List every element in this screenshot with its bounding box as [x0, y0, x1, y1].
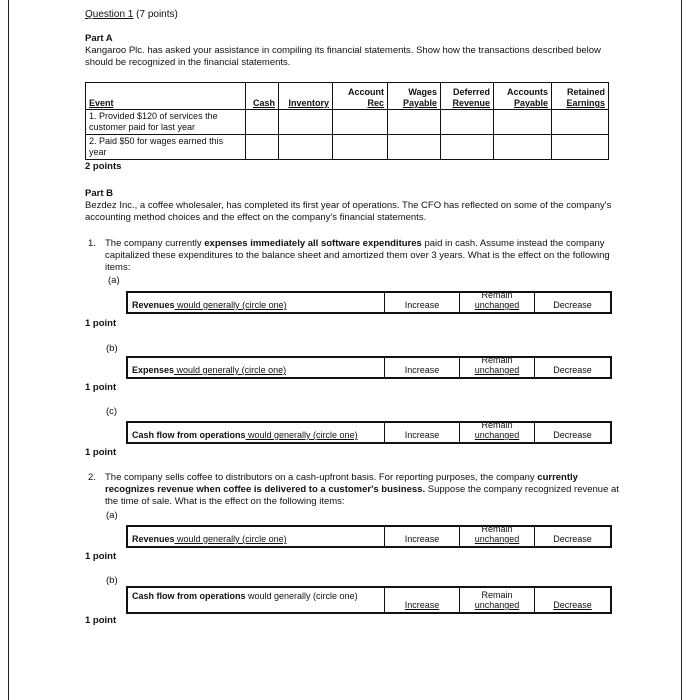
option-decrease[interactable]: Decrease — [534, 527, 610, 546]
question-points: (7 points) — [133, 9, 178, 20]
part-a-intro-line1: Kangaroo Plc. has asked your assistance in compiling its financial statements. Show how the transactions described below — [85, 45, 601, 56]
q1a-points: 1 point — [85, 318, 117, 329]
question-name: Question 1 — [85, 9, 134, 20]
answer-cell[interactable] — [441, 135, 494, 160]
answer-cell[interactable] — [552, 135, 609, 160]
option-increase[interactable]: Increase — [384, 423, 459, 442]
q2a-points: 1 point — [85, 551, 117, 562]
option-decrease[interactable]: Decrease — [534, 293, 610, 312]
option-decrease[interactable]: Decrease — [534, 423, 610, 442]
q1b-letter: (b) — [106, 343, 118, 354]
table-row — [86, 135, 609, 160]
part-b-intro-line2: accounting method choices and the effect on the company's financial statements. — [85, 212, 427, 223]
option-decrease[interactable]: Decrease — [534, 358, 610, 377]
q2-number: 2. — [88, 472, 96, 483]
answer-cell[interactable] — [494, 135, 552, 160]
answer-cell[interactable] — [552, 110, 609, 135]
q1c-choice-row — [126, 421, 612, 444]
table-row — [86, 110, 609, 135]
col-header-account-rec: Account Rec — [333, 83, 388, 110]
answer-cell[interactable] — [333, 110, 388, 135]
option-remain-unchanged[interactable]: Remain unchanged — [459, 588, 534, 612]
q1c-letter: (c) — [106, 406, 118, 417]
q2b-points: 1 point — [85, 615, 117, 626]
q1a-label: Revenues would generally (circle one) — [132, 300, 287, 310]
col-header-accounts-payable: Accounts Payable — [494, 83, 552, 110]
q1c-label: Cash flow from operations would generally (circle one) — [132, 430, 358, 440]
table-header-row — [86, 83, 609, 110]
event-cell: 2. Paid $50 for wages earned this year — [86, 135, 246, 160]
q1b-points: 1 point — [85, 382, 117, 393]
part-b-intro-line1: Bezdez Inc., a coffee wholesaler, has completed its first year of operations. The CFO has reflected on some of the company's — [85, 200, 612, 211]
part-b-heading: Part B — [85, 188, 113, 199]
answer-cell[interactable] — [279, 110, 333, 135]
option-increase[interactable]: Increase — [384, 293, 459, 312]
part-a-intro-line2: should be recognized in the financial statements. — [85, 57, 291, 68]
q1a-letter: (a) — [108, 275, 120, 286]
q2a-letter: (a) — [106, 510, 118, 521]
option-remain-unchanged[interactable]: Remain unchanged — [459, 358, 534, 377]
option-increase[interactable]: Increase — [384, 358, 459, 377]
col-header-inventory: Inventory — [279, 83, 333, 110]
q2-line1: The company sells coffee to distributors on a cash-upfront basis. For reporting purposes, the company currently — [105, 472, 578, 483]
q2a-label: Revenues would generally (circle one) — [132, 534, 287, 544]
question-title — [85, 9, 178, 20]
answer-cell[interactable] — [388, 110, 441, 135]
option-decrease[interactable]: Decrease — [534, 588, 610, 612]
q2b-letter: (b) — [106, 575, 118, 586]
answer-cell[interactable] — [246, 110, 279, 135]
q1-line3: items: — [105, 262, 131, 273]
q1b-choice-row — [126, 356, 612, 379]
transactions-table — [85, 82, 609, 160]
q1c-points: 1 point — [85, 447, 117, 458]
part-a-heading: Part A — [85, 33, 113, 44]
q1-line2: capitalized these expenditures to the balance sheet and amortized them over 3 years. What is the effect on the following — [105, 250, 610, 261]
col-header-cash: Cash — [246, 83, 279, 110]
q1-number: 1. — [88, 238, 96, 249]
part-a-points: 2 points — [85, 161, 122, 172]
answer-cell[interactable] — [333, 135, 388, 160]
q1-line1: The company currently expenses immediately all software expenditures paid in cash. Assume instead the company — [105, 238, 605, 249]
col-header-retained-earnings: Retained Earnings — [552, 83, 609, 110]
q2-line3: the time of sale. What is the effect on the following items: — [105, 496, 345, 507]
option-remain-unchanged[interactable]: Remain unchanged — [459, 293, 534, 312]
option-increase[interactable]: Increase — [384, 527, 459, 546]
answer-cell[interactable] — [441, 110, 494, 135]
q1b-label: Expenses would generally (circle one) — [132, 365, 287, 375]
q1a-choice-row — [126, 291, 612, 314]
answer-cell[interactable] — [388, 135, 441, 160]
answer-cell[interactable] — [246, 135, 279, 160]
q2-line2: recognizes revenue when coffee is delivered to a customer's business. Suppose the company recognized revenue at — [105, 484, 619, 495]
answer-cell[interactable] — [279, 135, 333, 160]
q2b-choice-row — [126, 586, 612, 614]
col-header-deferred-revenue: Deferred Revenue — [441, 83, 494, 110]
option-remain-unchanged[interactable]: Remain unchanged — [459, 423, 534, 442]
page-border-right — [681, 0, 682, 700]
q2a-choice-row — [126, 525, 612, 548]
q2b-label: Cash flow from operations would generally (circle one) — [132, 591, 358, 601]
page-border-left — [8, 0, 9, 700]
answer-cell[interactable] — [494, 110, 552, 135]
option-remain-unchanged[interactable]: Remain unchanged — [459, 527, 534, 546]
col-header-event: Event — [86, 83, 246, 110]
event-cell: 1. Provided $120 of services the customer paid for last year — [86, 110, 246, 135]
option-increase[interactable]: Increase — [384, 588, 459, 612]
col-header-wages-payable: Wages Payable — [388, 83, 441, 110]
